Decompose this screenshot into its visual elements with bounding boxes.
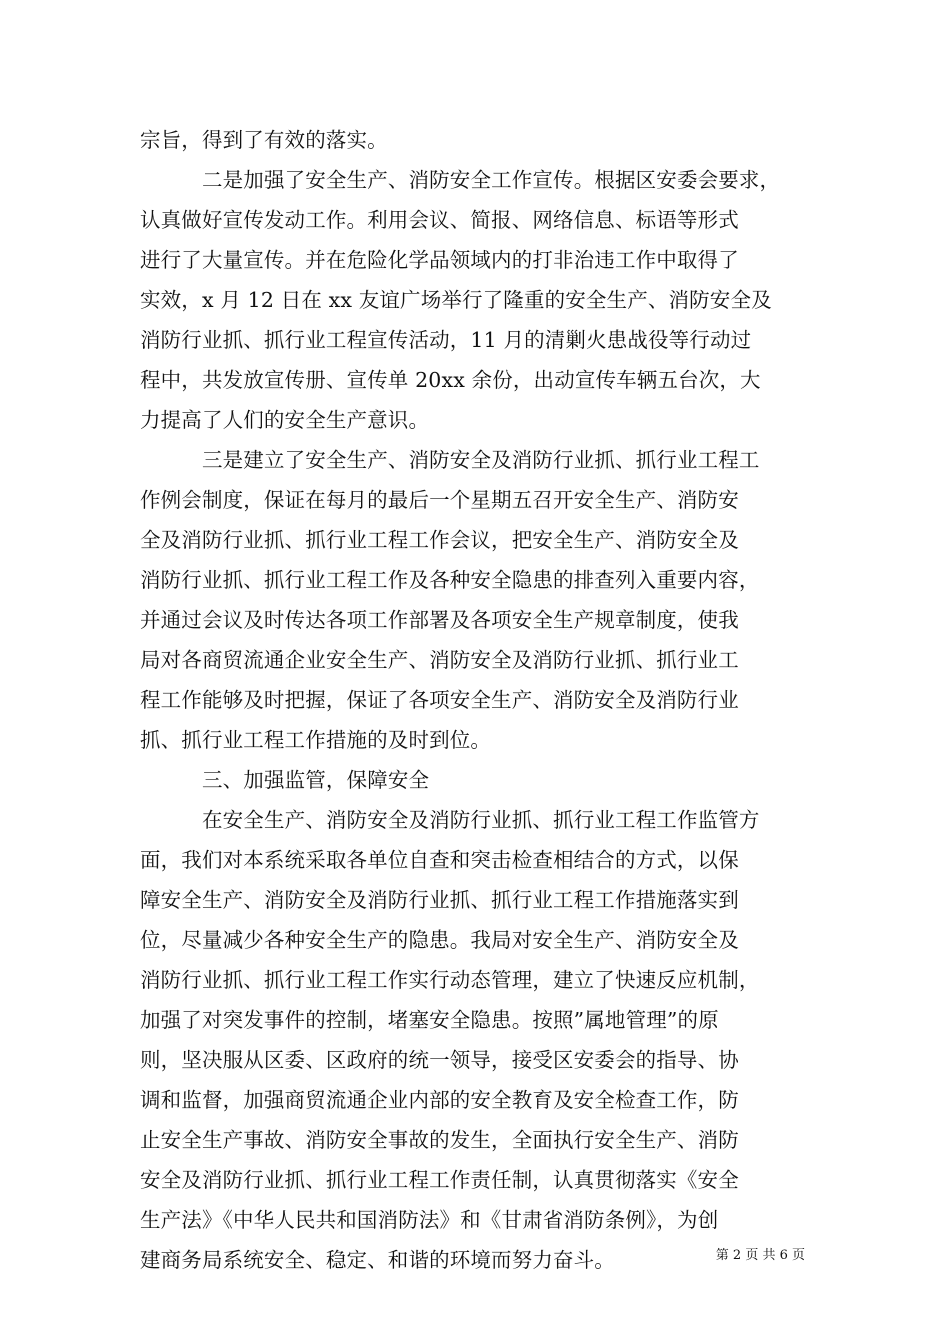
text-line: 全及消防行业抓、抓行业工程工作会议，把安全生产、消防安全及 bbox=[140, 528, 739, 552]
text-line: 二是加强了安全生产、消防安全工作宣传。根据区安委会要求， bbox=[202, 168, 781, 192]
text-line: 宗旨，得到了有效的落实。 bbox=[140, 128, 388, 152]
text-line: 则，坚决服从区委、区政府的统一领导，接受区安委会的指导、协 bbox=[140, 1048, 739, 1072]
text-line: 安全及消防行业抓、抓行业工程工作责任制，认真贯彻落实《安全 bbox=[140, 1168, 739, 1192]
text-line: 面，我们对本系统采取各单位自查和突击检查相结合的方式，以保 bbox=[140, 848, 739, 872]
text-line: 认真做好宣传发动工作。利用会议、简报、网络信息、标语等形式 bbox=[140, 208, 739, 232]
text-line: 止安全生产事故、消防安全事故的发生，全面执行安全生产、消防 bbox=[140, 1128, 739, 1152]
text-line: 力提高了人们的安全生产意识。 bbox=[140, 408, 430, 432]
text-line: 消防行业抓、抓行业工程工作及各种安全隐患的排查列入重要内容， bbox=[140, 568, 760, 592]
text-line: 建商务局系统安全、稳定、和谐的环境而努力奋斗。 bbox=[140, 1248, 615, 1272]
text-line: 障安全生产、消防安全及消防行业抓、抓行业工程工作措施落实到 bbox=[140, 888, 739, 912]
text-line: 在安全生产、消防安全及消防行业抓、抓行业工程工作监管方 bbox=[202, 808, 760, 832]
text-line: 进行了大量宣传。并在危险化学品领域内的打非治违工作中取得了 bbox=[140, 248, 739, 272]
text-line: 抓、抓行业工程工作措施的及时到位。 bbox=[140, 728, 492, 752]
text-line: 实效，x 月 12 日在 xx 友谊广场举行了隆重的安全生产、消防安全及 bbox=[140, 288, 772, 312]
page-number-footer: 第 2 页 共 6 页 bbox=[715, 1248, 805, 1263]
text-line: 局对各商贸流通企业安全生产、消防安全及消防行业抓、抓行业工 bbox=[140, 648, 739, 672]
section-heading: 三、加强监管，保障安全 bbox=[202, 768, 430, 792]
text-line: 消防行业抓、抓行业工程工作实行动态管理，建立了快速反应机制， bbox=[140, 968, 760, 992]
document-body bbox=[140, 120, 820, 1280]
text-line: 程中，共发放宣传册、宣传单 20xx 余份，出动宣传车辆五台次，大 bbox=[140, 368, 761, 392]
text-line: 程工作能够及时把握，保证了各项安全生产、消防安全及消防行业 bbox=[140, 688, 739, 712]
text-line: 生产法》《中华人民共和国消防法》和《甘肃省消防条例》，为创 bbox=[140, 1208, 719, 1232]
text-line: 作例会制度，保证在每月的最后一个星期五召开安全生产、消防安 bbox=[140, 488, 739, 512]
text-line: 消防行业抓、抓行业工程宣传活动，11 月的清剿火患战役等行动过 bbox=[140, 328, 752, 352]
text-line: 调和监督，加强商贸流通企业内部的安全教育及安全检查工作，防 bbox=[140, 1088, 739, 1112]
text-line: 三是建立了安全生产、消防安全及消防行业抓、抓行业工程工 bbox=[202, 448, 760, 472]
text-line: 加强了对突发事件的控制，堵塞安全隐患。按照”属地管理”的原 bbox=[140, 1008, 719, 1032]
text-line: 并通过会议及时传达各项工作部署及各项安全生产规章制度，使我 bbox=[140, 608, 739, 632]
text-line: 位，尽量减少各种安全生产的隐患。我局对安全生产、消防安全及 bbox=[140, 928, 739, 952]
